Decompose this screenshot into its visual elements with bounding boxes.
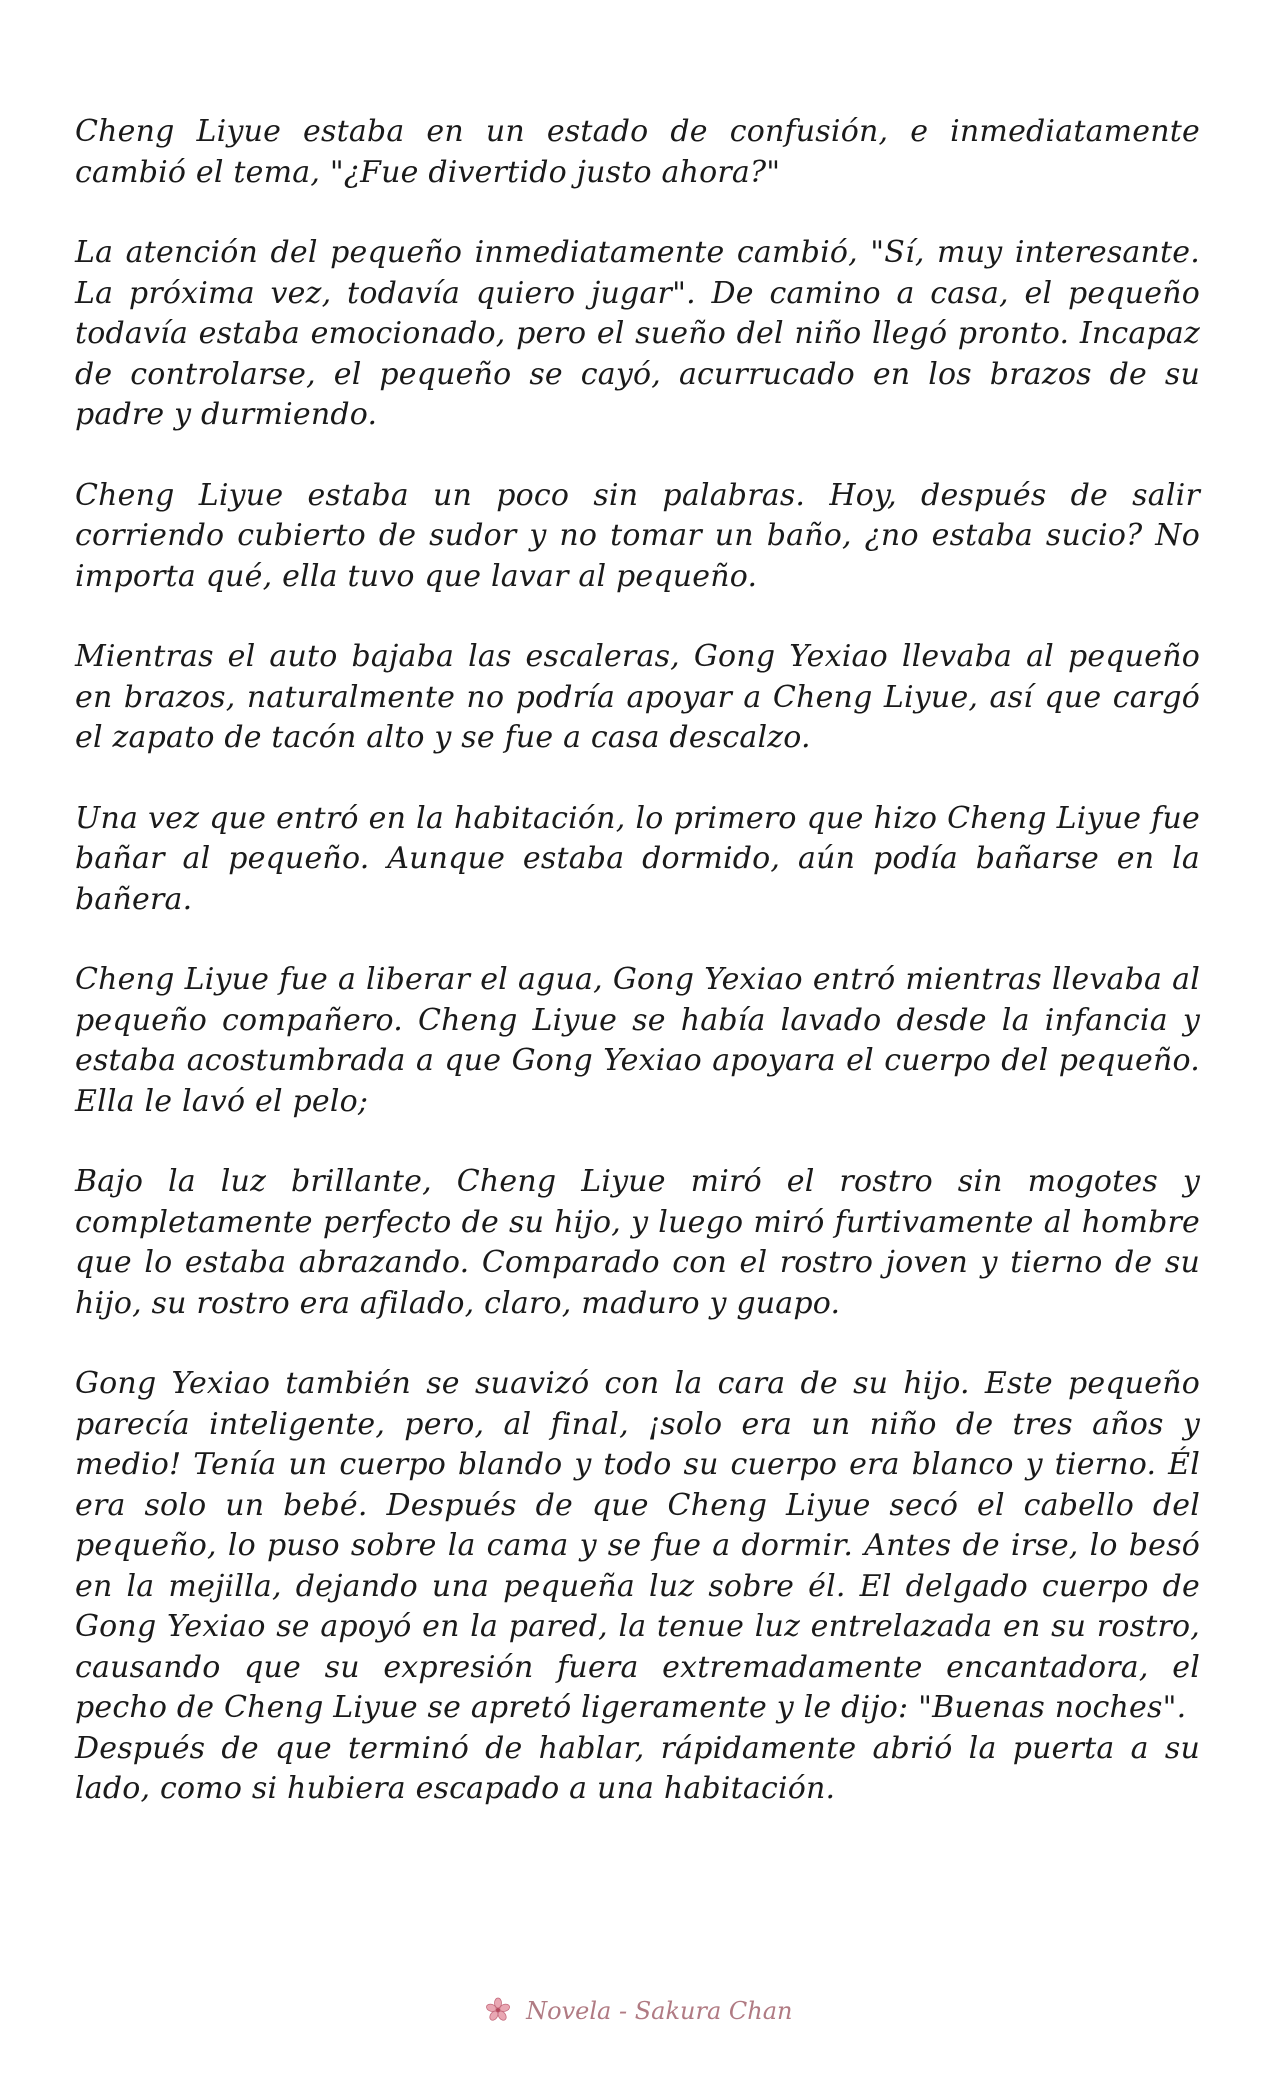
sakura-flower-icon [483, 1995, 513, 2025]
paragraph-5: Una vez que entró en la habitación, lo primero que hizo Cheng Liyue fue bañar al pequeño. Aunque estaba dormido, aún podía bañarse en la bañera. [75, 800, 1200, 917]
watermark-text: Novela - Sakura Chan [526, 1997, 793, 2025]
paragraph-3: Cheng Liyue estaba un poco sin palabras. Hoy, después de salir corriendo cubierto de sudor y no tomar un baño, ¿no estaba sucio? No importa qué, ella tuvo que lavar al pequeño. [75, 477, 1200, 594]
paragraph-2: La atención del pequeño inmediatamente cambió, "Sí, muy interesante. La próxima vez, todavía quiero jugar". De camino a casa, el pequeño todavía estaba emocionado, pero el sueño del niño llegó pronto. Incapaz de controlarse, el pequeño se cayó, acurrucado en los brazos de su padre y durmiendo. [75, 235, 1200, 432]
document-body [75, 112, 1200, 1850]
paragraph-7: Bajo la luz brillante, Cheng Liyue miró el rostro sin mogotes y completamente perfecto de su hijo, y luego miró furtivamente al hombre que lo estaba abrazando. Comparado con el rostro joven y tierno de su hijo, su rostro era afilado, claro, maduro y guapo. [75, 1164, 1200, 1321]
paragraph-4: Mientras el auto bajaba las escaleras, Gong Yexiao llevaba al pequeño en brazos, naturalmente no podría apoyar a Cheng Liyue, así que cargó el zapato de tacón alto y se fue a casa descalzo. [75, 639, 1200, 755]
watermark [0, 1995, 1275, 2025]
paragraph-9: Después de que terminó de hablar, rápidamente abrió la puerta a su lado, como si hubiera escapado a una habitación. [75, 1730, 1200, 1806]
paragraph-1: Cheng Liyue estaba en un estado de confusión, e inmediatamente cambió el tema, "¿Fue divertido justo ahora?" [75, 114, 1200, 190]
paragraph-6: Cheng Liyue fue a liberar el agua, Gong Yexiao entró mientras llevaba al pequeño compañero. Cheng Liyue se había lavado desde la infancia y estaba acostumbrada a que Gong Yexiao apoyara el cuerpo del pequeño. Ella le lavó el pelo; [75, 962, 1200, 1119]
paragraph-8: Gong Yexiao también se suavizó con la cara de su hijo. Este pequeño parecía inteligente, pero, al final, ¡solo era un niño de tres años y medio! Tenía un cuerpo blando y todo su cuerpo era blanco y tierno. Él era solo un bebé. Después de que Cheng Liyue secó el cabello del pequeño, lo puso sobre la cama y se fue a dormir. Antes de irse, lo besó en la mejilla, dejando una pequeña luz sobre él. El delgado cuerpo de Gong Yexiao se apoyó en la pared, la tenue luz entrelazada en su rostro, causando que su expresión fuera extremadamente encantadora, el pecho de Cheng Liyue se apretó ligeramente y le dijo: "Buenas noches". [75, 1366, 1200, 1725]
